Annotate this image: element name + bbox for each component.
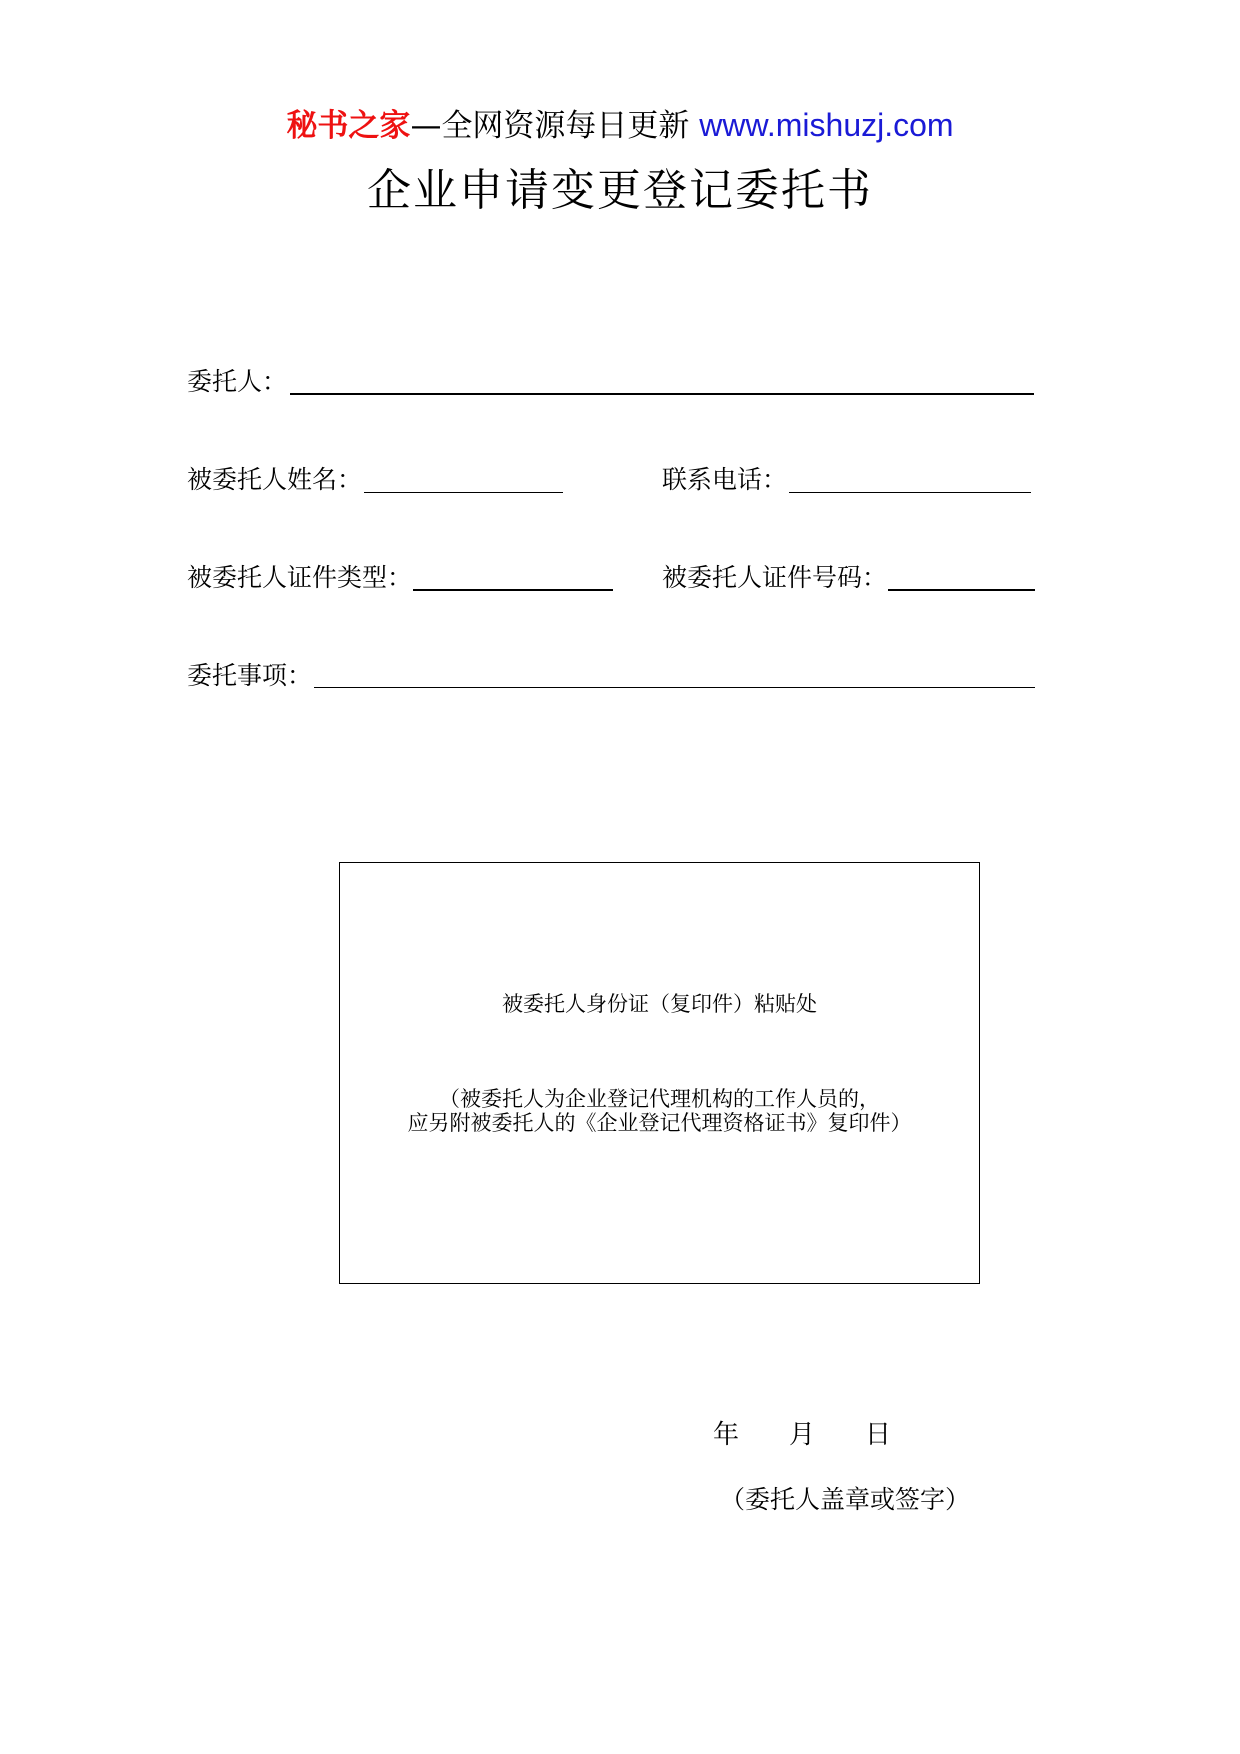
phone-label: 联系电话：	[662, 465, 788, 494]
agent-name-label: 被委托人姓名：	[187, 465, 363, 494]
site-header	[0, 103, 1240, 148]
principal-label: 委托人：	[187, 367, 288, 396]
principal-input-line[interactable]	[290, 393, 1034, 395]
date-month: 月	[789, 1420, 816, 1450]
agent-id-type-input-line[interactable]	[413, 589, 613, 591]
paste-box-note-line2: 应另附被委托人的《企业登记代理资格证书》复印件）	[407, 1111, 912, 1135]
agent-id-number-label: 被委托人证件号码：	[662, 563, 888, 592]
document-title: 企业申请变更登记委托书	[367, 165, 873, 216]
site-brand: 秘书之家	[286, 108, 411, 144]
matters-label: 委托事项：	[187, 661, 313, 690]
date-year: 年	[713, 1420, 740, 1450]
agent-id-type-label: 被委托人证件类型：	[187, 563, 413, 592]
paste-box-title: 被委托人身份证（复印件）粘贴处	[502, 992, 817, 1016]
paste-box-note	[340, 1087, 979, 1135]
site-tagline: —全网资源每日更新	[410, 108, 700, 144]
agent-name-input-line[interactable]	[364, 492, 563, 493]
date-row	[713, 1418, 891, 1452]
signature-note: （委托人盖章或签字）	[720, 1485, 971, 1514]
id-copy-paste-box	[339, 862, 980, 1284]
date-day: 日	[865, 1420, 892, 1450]
agent-id-number-input-line[interactable]	[888, 589, 1035, 591]
phone-input-line[interactable]	[789, 492, 1031, 493]
matters-input-line[interactable]	[314, 687, 1035, 688]
paste-box-note-line1: （被委托人为企业登记代理机构的工作人员的，	[439, 1087, 880, 1111]
site-url-link[interactable]: www.mishuzj.com	[699, 107, 954, 143]
